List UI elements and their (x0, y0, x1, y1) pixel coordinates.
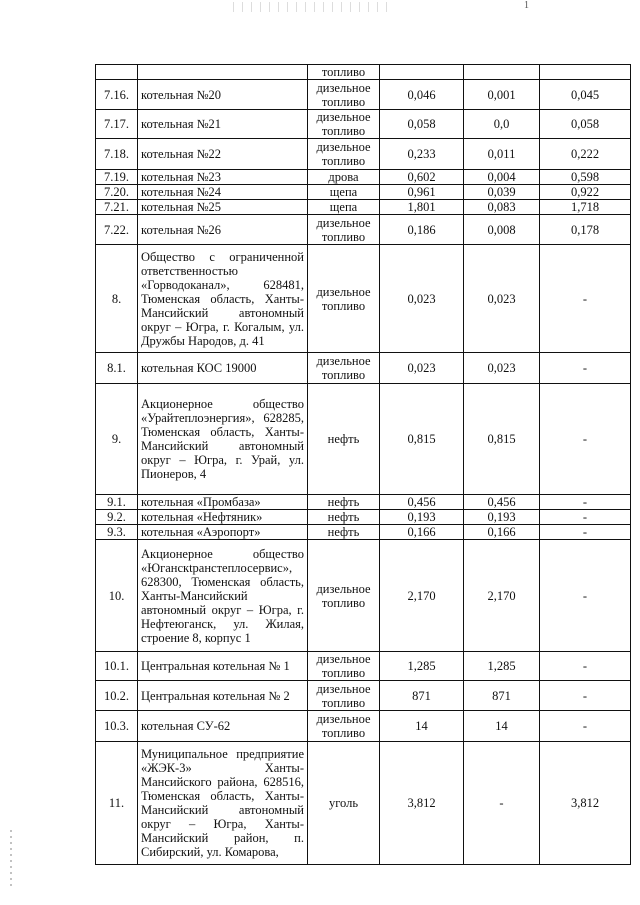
table-row (96, 215, 631, 245)
row-number: 8.1. (96, 353, 138, 384)
row-fuel: нефть (308, 495, 380, 510)
row-value-3: - (540, 353, 631, 384)
row-fuel: дизельное топливо (308, 652, 380, 681)
row-fuel: уголь (308, 742, 380, 865)
row-number: 10. (96, 540, 138, 652)
row-name: котельная №23 (138, 170, 308, 185)
row-number: 9.2. (96, 510, 138, 525)
table-row (96, 495, 631, 510)
row-value-3: 0,058 (540, 110, 631, 139)
row-value-2: 2,170 (464, 540, 540, 652)
row-value-3: 0,598 (540, 170, 631, 185)
row-fuel: дизельное топливо (308, 540, 380, 652)
row-fuel: щепа (308, 185, 380, 200)
row-value-2: - (464, 742, 540, 865)
row-value-2: 0,001 (464, 80, 540, 110)
row-value-3: 0,178 (540, 215, 631, 245)
row-value-3: - (540, 384, 631, 495)
row-value-3: 0,045 (540, 80, 631, 110)
row-name: Акционерное общество «Юганскtранстеплосервис», 628300, Тюменская область, Ханты-Мансийский автономный округ – Югра, г. Нефтеюганск, ул. Жилая, строение 8, корпус 1 (138, 540, 308, 652)
row-fuel: топливо (308, 65, 380, 80)
row-value-1: 0,058 (380, 110, 464, 139)
row-value-1: 0,456 (380, 495, 464, 510)
table-row (96, 353, 631, 384)
row-fuel: дизельное топливо (308, 80, 380, 110)
row-name: котельная №24 (138, 185, 308, 200)
fuel-table (95, 64, 631, 865)
row-value-3: 0,922 (540, 185, 631, 200)
row-fuel: дизельное топливо (308, 139, 380, 170)
table-row (96, 170, 631, 185)
row-number: 11. (96, 742, 138, 865)
row-value-2: 0,023 (464, 353, 540, 384)
row-value-1: 0,023 (380, 353, 464, 384)
row-value-1: 0,046 (380, 80, 464, 110)
row-name: котельная №22 (138, 139, 308, 170)
row-value-1: 0,166 (380, 525, 464, 540)
row-fuel: дизельное топливо (308, 215, 380, 245)
row-value-1: 2,170 (380, 540, 464, 652)
row-number: 9. (96, 384, 138, 495)
row-fuel: дизельное топливо (308, 245, 380, 353)
row-value-1: 14 (380, 711, 464, 742)
row-value-2: 0,456 (464, 495, 540, 510)
row-name: Акционерное общество «Урайтеплоэнергия», 628285, Тюменская область, Ханты-Мансийский автономный округ – Югра, г. Урай, ул. Пионеров, 4 (138, 384, 308, 495)
row-value-3: 3,812 (540, 742, 631, 865)
table-row (96, 711, 631, 742)
table-row (96, 80, 631, 110)
row-value-2 (464, 65, 540, 80)
row-fuel: дрова (308, 170, 380, 185)
row-value-2: 0,008 (464, 215, 540, 245)
row-fuel: нефть (308, 510, 380, 525)
table-row (96, 185, 631, 200)
row-name: котельная №20 (138, 80, 308, 110)
row-value-2: 0,166 (464, 525, 540, 540)
row-number (96, 65, 138, 80)
row-value-1: 0,815 (380, 384, 464, 495)
row-value-3: - (540, 525, 631, 540)
row-number: 10.3. (96, 711, 138, 742)
row-number: 10.2. (96, 681, 138, 711)
row-value-2: 0,023 (464, 245, 540, 353)
row-value-1: 0,023 (380, 245, 464, 353)
row-fuel: дизельное топливо (308, 110, 380, 139)
scan-artifact (230, 2, 390, 12)
row-value-2: 0,011 (464, 139, 540, 170)
row-name: котельная КОС 19000 (138, 353, 308, 384)
row-value-2: 0,193 (464, 510, 540, 525)
row-value-3: - (540, 540, 631, 652)
row-value-1: 0,602 (380, 170, 464, 185)
row-fuel: дизельное топливо (308, 681, 380, 711)
row-name: котельная «Промбаза» (138, 495, 308, 510)
row-value-2: 1,285 (464, 652, 540, 681)
row-name: котельная №26 (138, 215, 308, 245)
row-number: 7.21. (96, 200, 138, 215)
table-row (96, 110, 631, 139)
row-value-1: 0,233 (380, 139, 464, 170)
row-number: 7.18. (96, 139, 138, 170)
row-name: котельная СУ-62 (138, 711, 308, 742)
table-row (96, 510, 631, 525)
row-number: 7.20. (96, 185, 138, 200)
row-value-1: 1,801 (380, 200, 464, 215)
row-name: котельная №21 (138, 110, 308, 139)
row-value-2: 0,0 (464, 110, 540, 139)
row-value-3: - (540, 495, 631, 510)
row-name (138, 65, 308, 80)
row-name: котельная «Аэропорт» (138, 525, 308, 540)
row-value-2: 0,004 (464, 170, 540, 185)
row-value-2: 871 (464, 681, 540, 711)
row-value-3: - (540, 245, 631, 353)
row-number: 10.1. (96, 652, 138, 681)
row-fuel: щепа (308, 200, 380, 215)
table-row (96, 65, 631, 80)
row-value-3: 1,718 (540, 200, 631, 215)
row-number: 7.19. (96, 170, 138, 185)
page-mark: 1 (524, 0, 529, 11)
table-row (96, 742, 631, 865)
row-value-1: 0,193 (380, 510, 464, 525)
row-value-1: 1,285 (380, 652, 464, 681)
row-name: котельная «Нефтяник» (138, 510, 308, 525)
row-value-2: 0,815 (464, 384, 540, 495)
row-value-3: 0,222 (540, 139, 631, 170)
row-name: Центральная котельная № 2 (138, 681, 308, 711)
row-value-1: 871 (380, 681, 464, 711)
row-value-3 (540, 65, 631, 80)
row-value-1 (380, 65, 464, 80)
row-value-3: - (540, 711, 631, 742)
row-value-3: - (540, 510, 631, 525)
row-fuel: дизельное топливо (308, 353, 380, 384)
row-fuel: нефть (308, 384, 380, 495)
row-value-3: - (540, 681, 631, 711)
row-fuel: нефть (308, 525, 380, 540)
row-number: 7.16. (96, 80, 138, 110)
table-row (96, 245, 631, 353)
row-number: 9.1. (96, 495, 138, 510)
table-row (96, 384, 631, 495)
scan-margin-artifact (10, 830, 12, 890)
fuel-table-body (96, 65, 631, 865)
table-row (96, 681, 631, 711)
row-name: Муниципальное предприятие «ЖЭК-3» Ханты-Мансийского района, 628516, Тюменская область, Ханты-Мансийский автономный округ – Югра, Ханты-Мансийский район, п. Сибирский, ул. Комарова, (138, 742, 308, 865)
table-row (96, 540, 631, 652)
table-row (96, 652, 631, 681)
row-value-1: 0,186 (380, 215, 464, 245)
row-number: 9.3. (96, 525, 138, 540)
row-value-1: 0,961 (380, 185, 464, 200)
row-value-2: 0,083 (464, 200, 540, 215)
row-number: 7.17. (96, 110, 138, 139)
row-value-2: 14 (464, 711, 540, 742)
row-name: Центральная котельная № 1 (138, 652, 308, 681)
row-value-2: 0,039 (464, 185, 540, 200)
row-value-3: - (540, 652, 631, 681)
row-value-1: 3,812 (380, 742, 464, 865)
row-number: 7.22. (96, 215, 138, 245)
table-row (96, 139, 631, 170)
table-row (96, 200, 631, 215)
row-number: 8. (96, 245, 138, 353)
table-row (96, 525, 631, 540)
row-name: котельная №25 (138, 200, 308, 215)
row-name: Общество с ограниченной ответственностью «Горводоканал», 628481, Тюменская область, Ханты-Мансийский автономный округ – Югра, г. Когалым, ул. Дружбы Народов, д. 41 (138, 245, 308, 353)
row-fuel: дизельное топливо (308, 711, 380, 742)
